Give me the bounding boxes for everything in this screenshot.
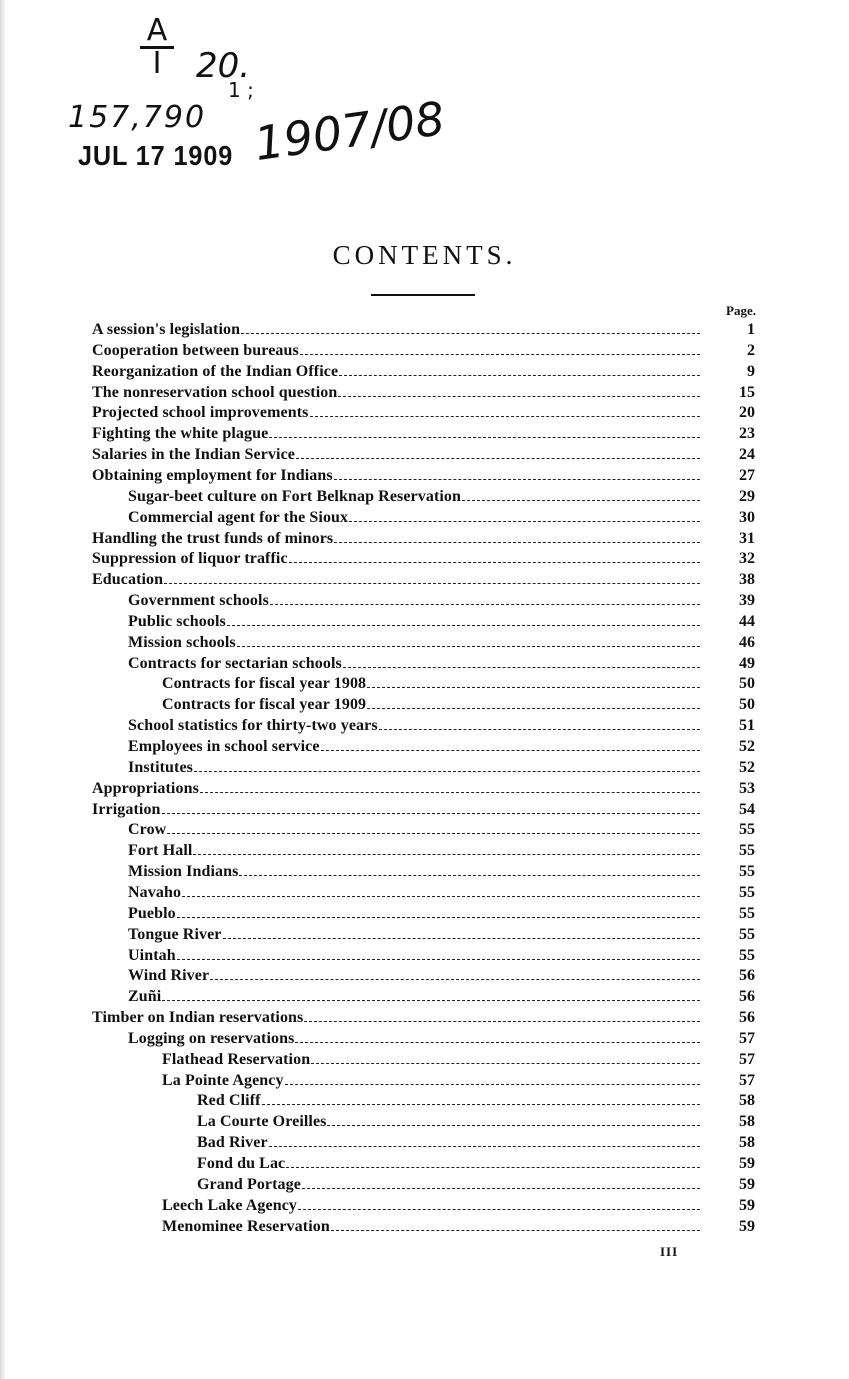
dot-leader <box>295 1042 700 1043</box>
toc-entry-line <box>128 736 700 757</box>
dot-leader <box>177 959 700 960</box>
toc-entry-title: Fond du Lac <box>197 1155 286 1172</box>
toc-entry-title: Flathead Reservation <box>162 1050 311 1068</box>
toc-entry-title: Red Cliff <box>197 1092 261 1110</box>
dot-leader <box>237 646 700 647</box>
toc-entry-line <box>197 1111 700 1132</box>
toc-entry-line <box>92 1007 700 1028</box>
toc-entry-title: Public schools <box>128 612 226 630</box>
toc-entry-line <box>128 819 700 840</box>
toc-entry-line <box>92 402 700 423</box>
toc-entry-title: Suppression of liquor traffic <box>92 550 288 568</box>
toc-entry-page: 20 <box>739 404 755 422</box>
toc-entry-page: 32 <box>739 550 755 568</box>
dot-leader <box>367 687 700 688</box>
toc-entry-line <box>128 507 700 528</box>
toc-entry <box>0 528 849 549</box>
toc-entry-line <box>128 653 700 674</box>
toc-entry-title: Cooperation between bureaus <box>92 341 299 359</box>
toc-entry-title: Reorganization of the Indian Office <box>92 362 339 380</box>
dot-leader <box>334 479 700 480</box>
toc-entry <box>0 903 849 924</box>
toc-entry <box>0 486 849 507</box>
dot-leader <box>302 1188 700 1189</box>
toc-entry-title: School statistics for thirty-two years <box>128 717 378 735</box>
toc-entry-title: Fighting the white plague <box>92 425 269 443</box>
toc-entry <box>0 965 849 986</box>
toc-entry-page: 58 <box>739 1134 755 1152</box>
toc-entry-page: 59 <box>739 1196 755 1214</box>
toc-entry <box>0 1111 849 1132</box>
toc-entry-line <box>162 1070 700 1091</box>
toc-entry-page: 55 <box>739 863 755 881</box>
toc-entry-page: 38 <box>739 571 755 589</box>
dot-leader <box>334 542 700 543</box>
toc-entry <box>0 611 849 632</box>
dot-leader <box>367 708 700 709</box>
dot-leader <box>200 792 700 793</box>
toc-entry-page: 23 <box>739 425 755 443</box>
toc-entry <box>0 632 849 653</box>
page-folio: III <box>660 1244 679 1259</box>
toc-entry-page: 57 <box>739 1071 755 1089</box>
toc-entry-line <box>92 528 700 549</box>
dot-leader <box>286 1167 700 1168</box>
toc-entry-title: Sugar-beet culture on Fort Belknap Reservation <box>128 487 462 505</box>
toc-entry-line <box>162 1049 700 1070</box>
toc-entry-line <box>92 465 700 486</box>
classification-top: A <box>146 13 168 48</box>
toc-entry-page: 52 <box>739 758 755 776</box>
dot-leader <box>310 416 701 417</box>
toc-entry-page: 58 <box>739 1092 755 1110</box>
toc-entry-page: 29 <box>739 487 755 505</box>
toc-entry <box>0 382 849 403</box>
toc-entry-title: Logging on reservations <box>128 1029 295 1047</box>
handwritten-accession-number: 157,790 <box>68 100 207 135</box>
toc-entry-line <box>92 340 700 361</box>
toc-entry-page: 52 <box>739 738 755 755</box>
toc-entry <box>0 1090 849 1111</box>
toc-entry <box>0 548 849 569</box>
toc-entry <box>0 361 849 382</box>
toc-entry-line <box>128 903 700 924</box>
toc-entry <box>0 736 849 757</box>
dot-leader <box>262 1104 700 1105</box>
toc-entry-page: 15 <box>739 383 755 401</box>
toc-entry-line <box>128 986 700 1007</box>
toc-entry <box>0 402 849 423</box>
toc-entry-page: 55 <box>739 883 755 901</box>
page-title: CONTENTS. <box>332 240 517 270</box>
toc-entry-title: Crow <box>128 821 167 839</box>
toc-entry-page: 55 <box>739 821 755 839</box>
toc-entry-title: Appropriations <box>92 779 199 797</box>
toc-entry-title: Tongue River <box>128 925 222 943</box>
toc-entry-line <box>92 361 700 382</box>
toc-entry-line <box>128 840 700 861</box>
toc-entry-title: La Courte Oreilles <box>197 1113 327 1131</box>
date-stamp: JUL 17 1909 <box>78 140 234 171</box>
toc-entry-title: Timber on Indian reservations <box>92 1009 304 1027</box>
toc-entry <box>0 1174 849 1195</box>
toc-entry-title: Bad River <box>197 1134 268 1152</box>
toc-entry-title: Mission schools <box>128 633 236 651</box>
toc-entry-line <box>92 778 700 799</box>
toc-entry-line <box>162 1216 700 1237</box>
toc-entry <box>0 1153 849 1174</box>
toc-entry-line <box>128 882 700 903</box>
toc-entry-line <box>162 694 700 715</box>
toc-entry-title: Salaries in the Indian Service <box>92 446 296 464</box>
toc-entry-page: 50 <box>739 696 755 714</box>
toc-entry-line <box>128 715 700 736</box>
toc-entry-page: 55 <box>739 946 755 964</box>
toc-entry-title: Government schools <box>128 592 269 610</box>
dot-leader <box>339 375 700 376</box>
toc-entry-line <box>92 444 700 465</box>
toc-entry-title: Leech Lake Agency <box>162 1196 298 1214</box>
toc-entry-page: 27 <box>739 466 755 484</box>
toc-entry-line <box>92 382 700 403</box>
dot-leader <box>321 750 700 751</box>
toc-entry-page: 2 <box>747 341 755 359</box>
toc-entry-page: 59 <box>739 1155 755 1172</box>
toc-entry-line <box>92 319 700 340</box>
toc-entry-line <box>128 965 700 986</box>
dot-leader <box>162 813 700 814</box>
dot-leader <box>182 896 700 897</box>
toc-entry <box>0 444 849 465</box>
toc-entry <box>0 569 849 590</box>
dot-leader <box>269 1146 700 1147</box>
toc-entry <box>0 799 849 820</box>
toc-entry <box>0 1028 849 1049</box>
toc-entry <box>0 507 849 528</box>
toc-entry <box>0 819 849 840</box>
dot-leader <box>269 437 700 438</box>
toc-entry-line <box>197 1153 700 1174</box>
toc-entry-title: Mission Indians <box>128 863 239 881</box>
toc-entry <box>0 757 849 778</box>
toc-entry-line <box>128 861 700 882</box>
toc-entry-page: 54 <box>739 800 755 818</box>
dot-leader <box>162 1000 700 1001</box>
dot-leader <box>239 875 700 876</box>
toc-entry-page: 59 <box>739 1175 755 1193</box>
toc-entry <box>0 653 849 674</box>
toc-entry-line <box>197 1132 700 1153</box>
toc-entry-page: 55 <box>739 904 755 922</box>
toc-entry-page: 46 <box>739 633 755 651</box>
dot-leader <box>241 333 700 334</box>
dot-leader <box>227 625 700 626</box>
dot-leader <box>343 667 700 668</box>
toc-entry-line <box>128 945 700 966</box>
handwritten-year-range: 1907/08 <box>251 90 448 172</box>
toc-entry-title: Irrigation <box>92 800 161 818</box>
toc-entry <box>0 945 849 966</box>
toc-entry <box>0 319 849 340</box>
toc-entry-title: Handling the trust funds of minors <box>92 529 334 547</box>
dot-leader <box>349 521 700 522</box>
toc-entry-line <box>162 673 700 694</box>
dot-leader <box>289 562 700 563</box>
toc-entry-title: The nonreservation school question <box>92 383 338 401</box>
toc-entry <box>0 590 849 611</box>
toc-entry-title: La Pointe Agency <box>162 1071 284 1089</box>
dot-leader <box>167 833 700 834</box>
dot-leader <box>194 771 700 772</box>
toc-entry-line <box>197 1174 700 1195</box>
toc-entry <box>0 1070 849 1091</box>
toc-entry-title: Education <box>92 571 164 589</box>
toc-entry-title: Contracts for fiscal year 1908 <box>162 675 367 693</box>
dot-leader <box>193 854 700 855</box>
toc-entry <box>0 1049 849 1070</box>
toc-entry <box>0 986 849 1007</box>
toc-entry-page: 9 <box>747 362 755 380</box>
toc-entry <box>0 715 849 736</box>
toc-entry-line <box>197 1090 700 1111</box>
dot-leader <box>285 1084 700 1085</box>
toc-entry-line <box>128 611 700 632</box>
dot-leader <box>298 1209 700 1210</box>
toc-entry-page: 56 <box>739 988 755 1006</box>
toc-entry-page: 58 <box>739 1113 755 1131</box>
dot-leader <box>304 1021 700 1022</box>
toc-entry-page: 31 <box>739 529 755 547</box>
toc-entry-page: 39 <box>739 592 755 610</box>
page-column-label: Page. <box>726 303 756 318</box>
dot-leader <box>462 500 700 501</box>
toc-entry-title: Menominee Reservation <box>162 1217 330 1235</box>
toc-entry-page: 53 <box>739 779 755 797</box>
toc-entry-line <box>128 757 700 778</box>
toc-entry-title: Navaho <box>128 883 182 901</box>
toc-entry-title: A session's legislation <box>92 321 241 338</box>
toc-entry-page: 57 <box>739 1050 755 1068</box>
handwritten-shelf-number: 20. <box>196 46 251 86</box>
toc-entry <box>0 1132 849 1153</box>
toc-entry-title: Obtaining employment for Indians <box>92 466 333 484</box>
toc-entry-line <box>128 924 700 945</box>
toc-entry-line <box>128 632 700 653</box>
toc-entry-line <box>92 423 700 444</box>
toc-entry-title: Employees in school service <box>128 738 320 755</box>
toc-entry-page: 24 <box>739 446 755 464</box>
dot-leader <box>327 1125 700 1126</box>
toc-entry-title: Contracts for fiscal year 1909 <box>162 696 367 714</box>
dot-leader <box>311 1063 700 1064</box>
classification-bottom: I <box>152 46 162 81</box>
toc-entry-page: 44 <box>739 612 755 630</box>
toc-entry-page: 50 <box>739 675 755 693</box>
toc-entry-title: Grand Portage <box>197 1175 301 1193</box>
toc-entry <box>0 882 849 903</box>
toc-entry-title: Fort Hall <box>128 842 193 860</box>
dot-leader <box>210 979 700 980</box>
toc-entry-line <box>128 1028 700 1049</box>
toc-entry <box>0 1007 849 1028</box>
dot-leader <box>338 396 700 397</box>
toc-entry-line <box>128 486 700 507</box>
toc-entry <box>0 924 849 945</box>
toc-entry-title: Contracts for sectarian schools <box>128 654 342 672</box>
toc-entry-page: 59 <box>739 1217 755 1235</box>
toc-entry-page: 30 <box>739 508 755 526</box>
toc-entry-page: 55 <box>739 925 755 943</box>
dot-leader <box>296 458 700 459</box>
toc-entry-title: Projected school improvements <box>92 404 309 422</box>
toc-entry-page: 57 <box>739 1029 755 1047</box>
dot-leader <box>223 938 700 939</box>
toc-entry-title: Zuñi <box>128 988 162 1006</box>
toc-entry <box>0 1216 849 1237</box>
toc-entry <box>0 465 849 486</box>
toc-entry-page: 1 <box>747 321 755 338</box>
toc-entry-line <box>92 548 700 569</box>
toc-entry <box>0 673 849 694</box>
handwritten-ticks: 1 ; <box>228 78 254 102</box>
toc-entry <box>0 340 849 361</box>
toc-entry-line <box>162 1195 700 1216</box>
dot-leader <box>270 604 700 605</box>
toc-entry-line <box>128 590 700 611</box>
toc-entry-page: 55 <box>739 842 755 860</box>
dot-leader <box>379 729 700 730</box>
toc-entry <box>0 1195 849 1216</box>
toc-entry-page: 49 <box>739 654 755 672</box>
toc-entry-title: Institutes <box>128 758 194 776</box>
toc-entry-title: Pueblo <box>128 904 176 922</box>
toc-entry <box>0 694 849 715</box>
toc-entry-title: Uintah <box>128 946 176 964</box>
toc-entry-title: Commercial agent for the Sioux <box>128 508 349 526</box>
toc-entry <box>0 778 849 799</box>
handwritten-classification <box>140 13 174 81</box>
toc-entry-line <box>92 799 700 820</box>
dot-leader <box>177 917 700 918</box>
dot-leader <box>164 583 700 584</box>
toc-entry-line <box>92 569 700 590</box>
toc-entry-title: Wind River <box>128 967 210 985</box>
dot-leader <box>331 1230 700 1231</box>
toc-entry-page: 56 <box>739 1009 755 1027</box>
toc-entry <box>0 423 849 444</box>
title-rule <box>371 294 475 296</box>
toc-entry-page: 56 <box>739 967 755 985</box>
toc-entry-page: 51 <box>739 717 755 735</box>
toc-entry <box>0 861 849 882</box>
toc-entry <box>0 840 849 861</box>
dot-leader <box>300 354 700 355</box>
